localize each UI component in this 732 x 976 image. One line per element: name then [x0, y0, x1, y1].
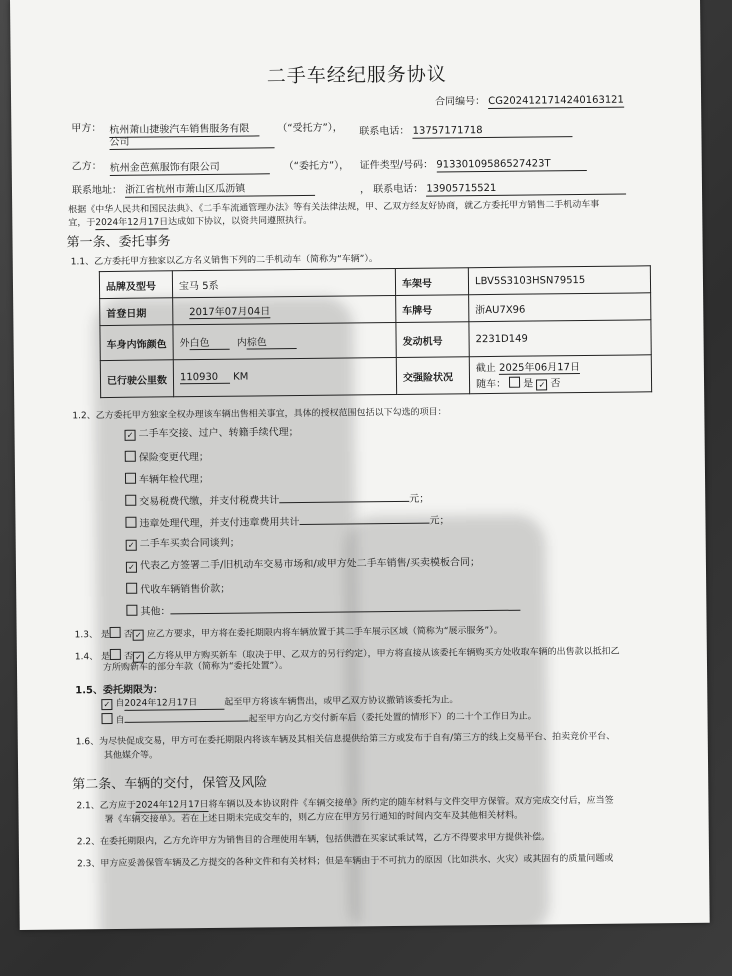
- clause-1-5-a: ✓ 自2024年12月17日 起至甲方将该车辆售出，或甲乙双方协议撤销该委托为止。: [101, 695, 458, 711]
- brand-value: 宝马 5系: [172, 268, 395, 297]
- party-b-id: 证件类型/号码： 91330109586527423T: [360, 158, 587, 173]
- section-2-heading: 第二条、车辆的交付，保管及风险: [72, 775, 268, 793]
- option-sign-contract: ✓ 代表乙方签署二手/旧机动车交易市场和/或甲方处二手车销售/买卖模板合同；: [126, 557, 480, 573]
- option-negotiation-checkbox: ✓: [126, 540, 137, 551]
- contract-page: [10, 0, 710, 930]
- clause-2-2: 2.2、在委托期限内，乙方允许甲方为销售目的合理使用车辆，包括供潜在买家试乘试驾，乙方不得要求甲方提供补偿。: [76, 832, 551, 848]
- clause-2-3: 2.3、甲方应妥善保管车辆及乙方提交的各种文件和有关材料；但是车辆由于不可抗力的原因（比如洪水、火灾）或其固有的质量问题或: [77, 853, 614, 870]
- vin-label: 车架号: [395, 268, 468, 296]
- option-tax: 交易税费代缴，并支付税费共计 元；: [125, 492, 429, 509]
- party-a-name: 杭州萧山捷骏汽车销售服务有限: [109, 123, 259, 138]
- clause-1-6: 1.6、为尽快促成交易，甲方可在委托期限内将该车辆及其相关信息提供给第三方或发布于自有/第三方的线上交易平台、拍卖竞价平台、: [75, 731, 616, 748]
- engine-value: 2231D149: [469, 320, 651, 357]
- contract-number: 合同编号： CG2024121714240163121: [435, 94, 624, 108]
- option-violation: 违章处理代理，并支付违章费用共计 元；: [125, 513, 449, 530]
- option-collect-checkbox: [126, 583, 137, 594]
- party-a-role: （“受托方”），: [277, 122, 343, 135]
- preamble-2: 宜，于2024年12月17日达成如下协议，以资共同遵照执行。: [68, 215, 313, 229]
- option-tax-checkbox: [125, 495, 136, 506]
- party-a-label: 甲方：: [71, 123, 102, 135]
- option-collect: 代收车辆销售价款；: [126, 582, 230, 597]
- reg-date-label: 首登日期: [100, 298, 173, 326]
- brand-label: 品牌及型号: [99, 271, 172, 299]
- option-violation-checkbox: [125, 517, 136, 528]
- clause-1-5-b: 自 起至甲方向乙方交付新车后（委托处置的情形下）的二十个工作日为止。: [101, 709, 536, 727]
- vin-value: LBV5S3103HSN79515: [468, 266, 650, 295]
- clause-2-1-cont: 署《车辆交接单》。若在上述日期未完成交车的，则乙方应在甲方另行通知的时间内交车及其他相关材料。: [104, 810, 524, 826]
- option-insurance: 保险变更代理；: [125, 450, 209, 465]
- option-sign-contract-checkbox: ✓: [126, 562, 137, 573]
- clause-2-1: 2.1、乙方应于2024年12月17日将车辆以及本协议附件《车辆交接单》所约定的随车材料与文件交甲方保管。双方完成交付后，应当签: [76, 795, 614, 812]
- preamble-1: 根据《中华人民共和国民法典》、《二手车流通管理办法》等有关法律法规，甲、乙双方经友好协商，就乙方委托甲方销售二手机动车事: [68, 199, 600, 216]
- color-label: 车身内饰颜色: [100, 325, 173, 361]
- clause-1-4-cont: 方所购新车的部分车款（简称为“委托处置”）。: [102, 661, 288, 674]
- option-transfer: ✓ 二手车交接、过户、转籍手续代理；: [124, 427, 298, 441]
- party-b-role: （“委托方”），: [283, 160, 350, 173]
- mileage-label: 已行驶公里数: [100, 360, 173, 398]
- party-b-label: 乙方：: [71, 161, 102, 173]
- party-b-phone: ， 联系电话： 13905715521: [360, 182, 626, 198]
- clause-1-4: 1.4、 是 否 ✓ 乙方将从甲方购买新车（取决于甲、乙双方的另行约定），甲方将直接从该委托车辆购买方处收取车辆的出售款以抵扣乙: [74, 646, 620, 663]
- plate-label: 车牌号: [396, 295, 469, 323]
- clause-1-5-heading: 1.5、委托期限为：: [75, 684, 164, 697]
- insurance-label: 交强险状况: [396, 357, 469, 395]
- engine-label: 发动机号: [396, 322, 469, 358]
- option-inspection-checkbox: [125, 473, 136, 484]
- page-title: 二手车经纪服务协议: [266, 63, 447, 88]
- clause-1-2: 1.2、乙方委托甲方独家全权办理该车辆出售相关事宜，具体的授权范围包括以下勾选的项目：: [72, 407, 447, 422]
- reg-date-value: 2017年07月04日: [173, 295, 396, 324]
- option-inspection: 车辆年检代理；: [125, 472, 209, 487]
- insurance-value: 截止 2025年06月17日 随车： 是 ✓ 否: [469, 355, 651, 394]
- clause-1-1: 1.1、乙方委托甲方独家以乙方名义销售下列的二手机动车（简称为“车辆”）。: [70, 254, 378, 268]
- party-a-phone: 联系电话： 13757171718: [359, 124, 572, 139]
- clause-1-6-cont: 其他媒介等。: [103, 750, 158, 762]
- party-a-name-2: 公司: [109, 135, 274, 150]
- plate-value: 浙AU7X96: [469, 293, 651, 322]
- option-insurance-checkbox: [125, 451, 136, 462]
- option-other: 其他：: [126, 601, 520, 619]
- color-value: 外白色 内棕色: [173, 322, 396, 359]
- mileage-value: 110930 KM: [173, 357, 396, 396]
- section-1-heading: 第一条、委托事务: [66, 234, 171, 251]
- party-b-name: 杭州金芭蕉服饰有限公司: [110, 161, 270, 176]
- option-transfer-checkbox: ✓: [125, 430, 136, 441]
- vehicle-table: [99, 265, 652, 398]
- party-b-address: 联系地址： 浙江省杭州市萧山区瓜沥镇: [72, 183, 315, 199]
- clause-1-3: 1.3、 是 否 ✓ 应乙方要求，甲方将在委托期限内将车辆放置于其二手车展示区域（简称为“展示服务”）。: [74, 625, 503, 641]
- option-negotiation: ✓ 二手车买卖合同谈判；: [126, 538, 240, 551]
- option-other-checkbox: [126, 605, 137, 616]
